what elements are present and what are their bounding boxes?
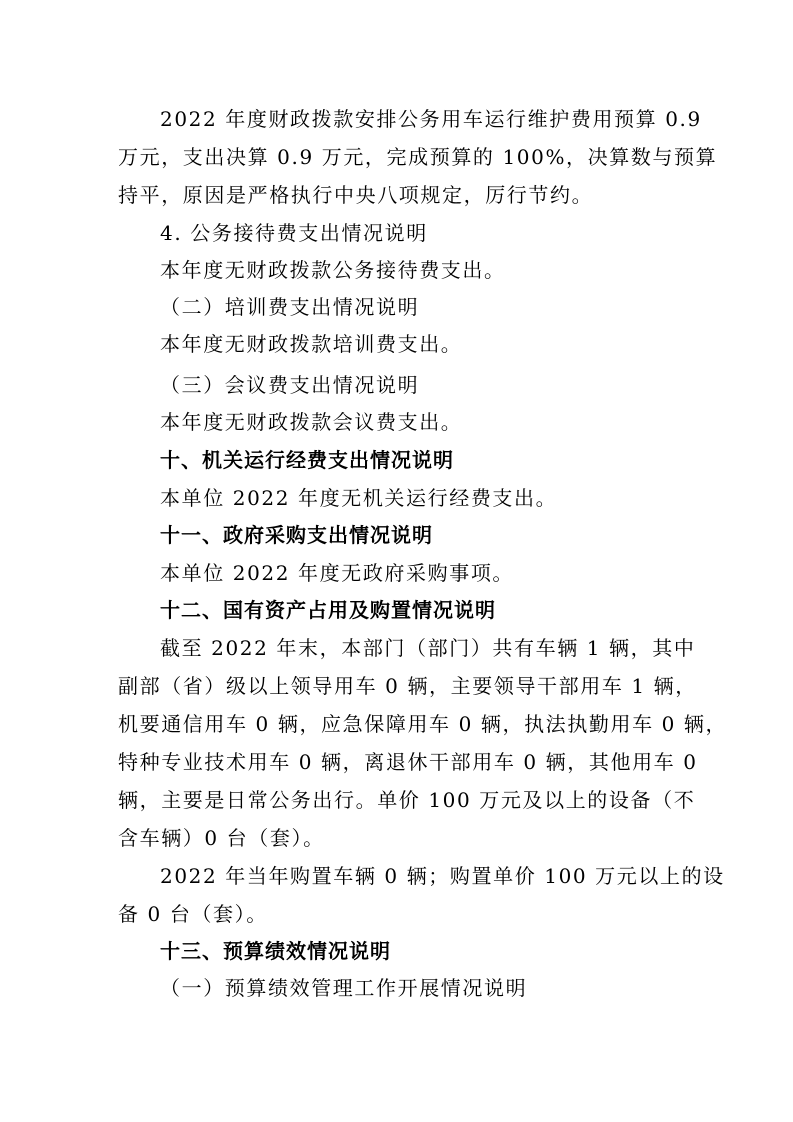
paragraph-line: 本年度无财政拨款会议费支出。 [160, 410, 463, 434]
paragraph-line: 本年度无财政拨款公务接待费支出。 [160, 258, 506, 282]
subsection-title: （二）培训费支出情况说明 [160, 295, 420, 319]
section-heading: 十、机关运行经费支出情况说明 [160, 448, 454, 472]
paragraph-line: 2022 年当年购置车辆 0 辆；购置单价 100 万元以上的设 [160, 864, 725, 888]
section-heading: 十一、政府采购支出情况说明 [160, 523, 433, 547]
paragraph-line: 备 0 台（套）。 [118, 902, 268, 926]
paragraph-line: 副部（省）级以上领导用车 0 辆，主要领导干部用车 1 辆， [118, 674, 697, 698]
subsection-title: （三）会议费支出情况说明 [160, 373, 420, 397]
paragraph-line: 机要通信用车 0 辆，应急保障用车 0 辆，执法执勤用车 0 辆， [118, 712, 728, 736]
subsection-title: 4. 公务接待费支出情况说明 [160, 221, 428, 245]
paragraph-line: 本年度无财政拨款培训费支出。 [160, 332, 463, 356]
paragraph-line: 截至 2022 年末，本部门（部门）共有车辆 1 辆，其中 [160, 636, 696, 660]
paragraph-line: 本单位 2022 年度无政府采购事项。 [160, 561, 515, 585]
paragraph-line: 特种专业技术用车 0 辆，离退休干部用车 0 辆，其他用车 0 [118, 750, 698, 774]
paragraph-line: 辆，主要是日常公务出行。单价 100 万元及以上的设备（不 [118, 788, 696, 812]
paragraph-line: 2022 年度财政拨款安排公务用车运行维护费用预算 0.9 [160, 107, 702, 131]
subsection-title: （一）预算绩效管理工作开展情况说明 [160, 976, 528, 1000]
section-heading: 十二、国有资产占用及购置情况说明 [160, 598, 496, 622]
section-heading: 十三、预算绩效情况说明 [160, 939, 391, 963]
paragraph-line: 本单位 2022 年度无机关运行经费支出。 [160, 486, 558, 510]
paragraph-line: 含车辆）0 台（套）。 [118, 826, 325, 850]
paragraph-line: 万元，支出决算 0.9 万元，完成预算的 100%，决算数与预算 [118, 145, 718, 169]
paragraph-line: 持平，原因是严格执行中央八项规定，厉行节约。 [118, 183, 594, 207]
